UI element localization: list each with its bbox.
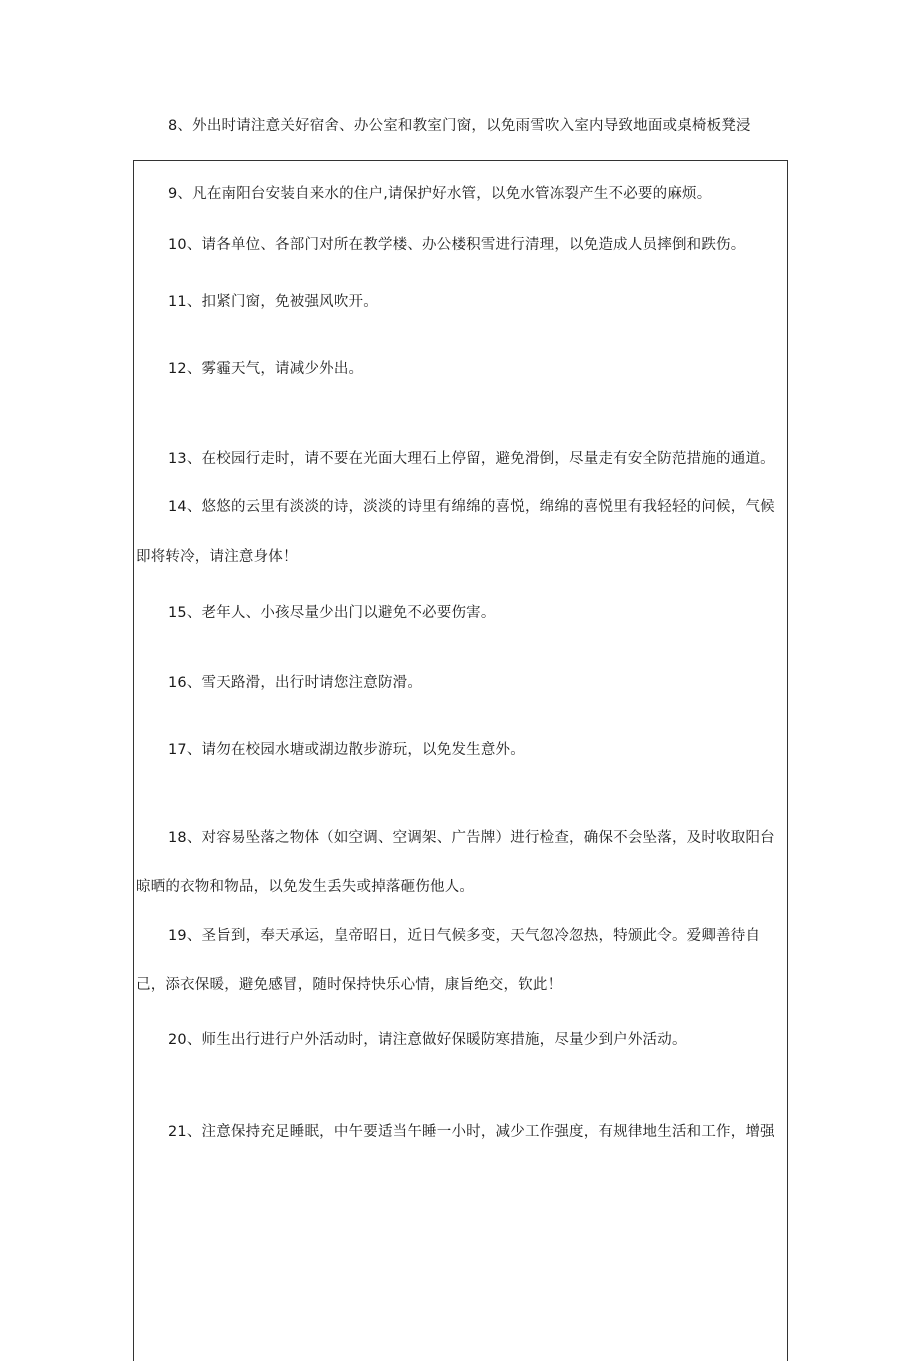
paragraph-15-line-1: 15、老年人、小孩尽量少出门以避免不必要伤害。 — [168, 605, 496, 621]
page-border — [133, 160, 788, 1361]
paragraph-14-line-2: 即将转冷，请注意身体！ — [136, 549, 298, 565]
paragraph-16-line-1: 16、雪天路滑，出行时请您注意防滑。 — [168, 675, 423, 691]
paragraph-19-line-2: 己，添衣保暖，避免感冒，随时保持快乐心情，康旨绝交，钦此！ — [136, 977, 563, 993]
paragraph-18-line-1: 18、对容易坠落之物体（如空调、空调架、广告牌）进行检查，确保不会坠落，及时收取阳台 — [168, 830, 775, 846]
paragraph-12-line-1: 12、雾霾天气，请减少外出。 — [168, 361, 364, 377]
paragraph-9-line-1: 9、凡在南阳台安装自来水的住户,请保护好水管，以免水管冻裂产生不必要的麻烦。 — [168, 186, 712, 202]
paragraph-8-line-1: 8、外出时请注意关好宿舍、办公室和教室门窗，以免雨雪吹入室内导致地面或桌椅板凳浸 — [168, 118, 751, 134]
paragraph-17-line-1: 17、请勿在校园水塘或湖边散步游玩，以免发生意外。 — [168, 742, 525, 758]
paragraph-20-line-1: 20、师生出行进行户外活动时，请注意做好保暖防寒措施，尽量少到户外活动。 — [168, 1032, 687, 1048]
paragraph-11-line-1: 11、扣紧门窗，免被强风吹开。 — [168, 294, 378, 310]
paragraph-19-line-1: 19、圣旨到，奉天承运，皇帝昭日，近日气候多变，天气忽冷忽热，特颁此令。爱卿善待自 — [168, 928, 761, 944]
paragraph-21-line-1: 21、注意保持充足睡眠，中午要适当午睡一小时，减少工作强度，有规律地生活和工作，增强 — [168, 1124, 775, 1140]
paragraph-14-line-1: 14、悠悠的云里有淡淡的诗，淡淡的诗里有绵绵的喜悦，绵绵的喜悦里有我轻轻的问候，气候 — [168, 499, 775, 515]
paragraph-18-line-2: 晾晒的衣物和物品，以免发生丢失或掉落砸伤他人。 — [136, 879, 475, 895]
paragraph-10-line-1: 10、请各单位、各部门对所在教学楼、办公楼积雪进行清理，以免造成人员摔倒和跌伤。 — [168, 237, 746, 253]
paragraph-13-line-1: 13、在校园行走时，请不要在光面大理石上停留，避免滑倒，尽量走有安全防范措施的通道。 — [168, 451, 775, 467]
